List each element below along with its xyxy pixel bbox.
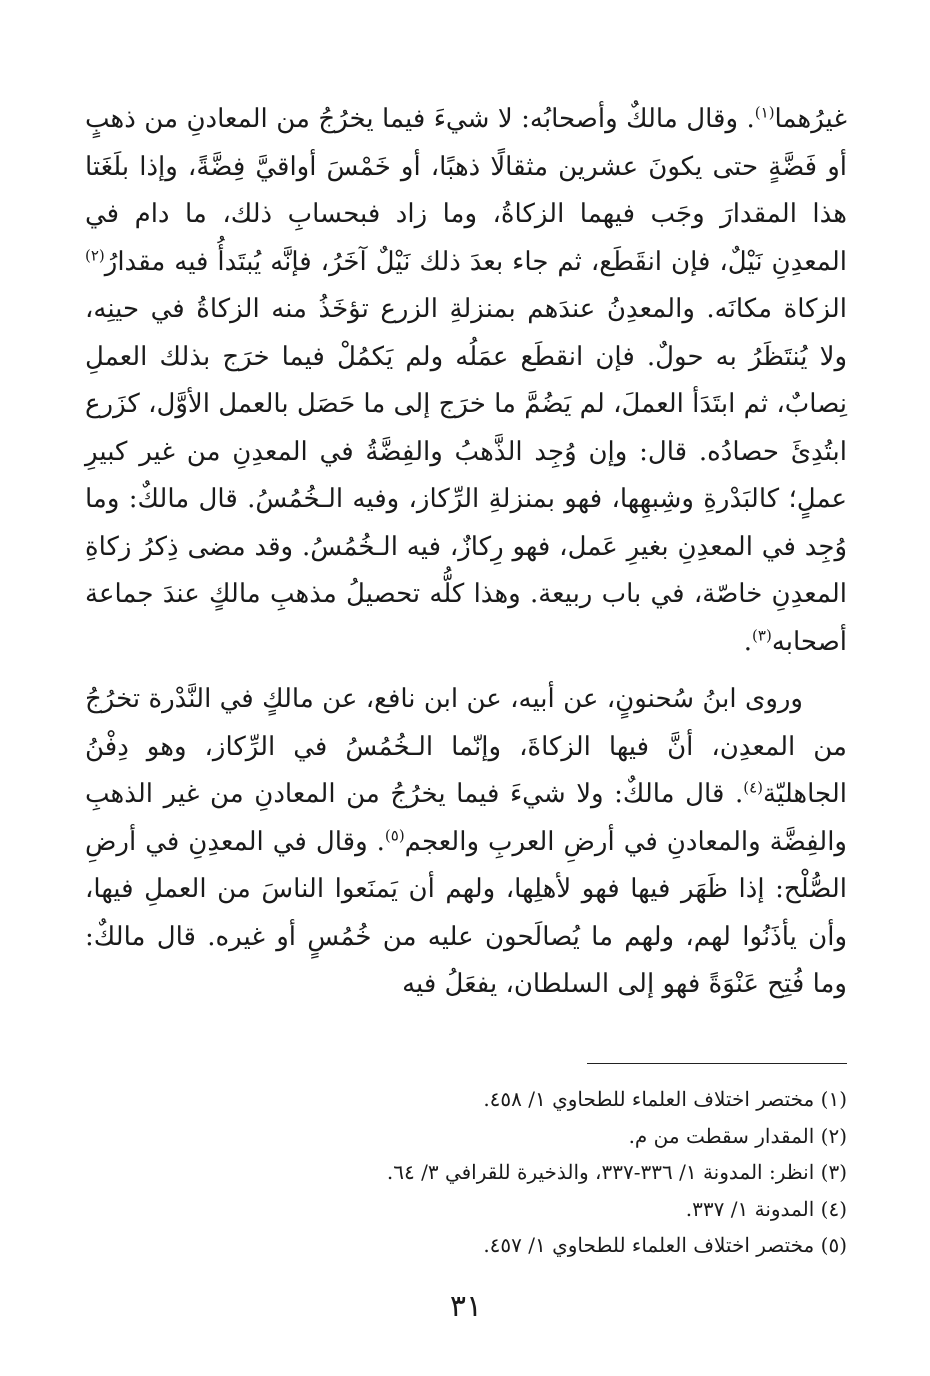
footnote-ref-2[interactable]: (٢) (85, 245, 105, 264)
footnote-ref-4[interactable]: (٤) (743, 778, 764, 797)
main-text (85, 96, 847, 1009)
footnote-4: (٤) المدونة ١/ ٣٣٧. (685, 1196, 847, 1221)
text-segment: . (743, 626, 753, 657)
footnotes-list (85, 1081, 847, 1264)
footnote-ref-1[interactable]: (١) (754, 103, 775, 122)
text-segment: . قال مالكٌ: ولا شيءَ فيما يخرُجُ من المعادنِ من غير الذهبِ والفِضَّة والمعادنِ في أرضِ العربِ والعجم (85, 779, 847, 857)
text-segment: غيرُهما (774, 104, 847, 134)
footnote-2: (٢) المقدار سقطت من م. (628, 1123, 847, 1148)
paragraph-1 (85, 96, 847, 666)
text-segment: . وقال مالكٌ وأصحابُه: لا شيءَ فيما يخرُجُ من المعادنِ من ذهبٍ أو فَضَّةٍ حتى يكونَ عشرين مثقالًا ذهبًا، أو خَمْسَ أواقيَّ فِضَّةً، وإذا بلَغَتا هذا المقدارَ وجَب فيهما الزكاةُ، وما زاد فبحسابِ ذلك، ما دام في المعدِنِ نَيْلٌ، فإن انقَطَع، ثم جاء بعدَ ذلك نَيْلٌ آخَرُ، فإنَّه يُبتَدأُ فيه مقدارُ (85, 104, 847, 277)
footnote-1: (١) مختصر اختلاف العلماء للطحاوي ١/ ٤٥٨. (483, 1087, 847, 1111)
text-segment: وروى ابنُ سُحنونٍ، عن أبيه، عن ابن نافع، عن مالكٍ في النَّدْرة تخرُجُ من المعدِن، أنَّ فيها الزكاةَ، وإنّما الـخُمُسُ في الرِّكاز، وهو دِفْنُ الجاهليّة (85, 684, 847, 809)
footnote-divider (587, 1063, 847, 1064)
page-number: ٣١ (449, 1289, 483, 1324)
paragraph-2 (85, 676, 847, 1009)
footnote-ref-5[interactable]: (٥) (384, 825, 405, 844)
book-page (85, 96, 847, 1326)
text-segment: . وقال في المعدِنِ في أرضِ الصُّلْح: إذا ظَهَر فيها فهو لأهلِها، ولهم أن يَمنَعوا الناسَ من العملِ فيها، وأن يأذَنُوا لهم، ولهم ما يُصالَحون عليه من خُمُسٍ أو غيره. قال مالكٌ: وما فُتِح عَنْوَةً فهو إلى السلطان، يفعَلُ فيه (85, 826, 847, 999)
footnote-5: (٥) مختصر اختلاف العلماء للطحاوي ١/ ٤٥٧. (483, 1233, 847, 1257)
footnote-ref-3[interactable]: (٣) (752, 625, 772, 644)
footnote-3: (٣) انظر: المدونة ١/ ٣٣٦-٣٣٧، والذخيرة للقرافي ٣/ ٦٤. (386, 1160, 847, 1184)
text-segment: الزكاة مكانَه. والمعدِنُ عندَهم بمنزلةِ الزرع تؤخَذُ منه الزكاةُ في حينِه، ولا يُنتَظَرُ به حولٌ. فإن انقطَع عمَلُه ولم يَكمُلْ فيما خرَج بذلك العملِ نِصابٌ، ثم ابتَدَأ العملَ، لم يَضُمَّ ما خرَج إلى ما حَصَل بالعمل الأوَّل، كزَرع ابتُدِئَ حصادُه. قال: وإن وُجِد الذَّهبُ والفِضَّةُ في المعدِنِ من غير كبيرِ عملٍ؛ كالبَدْرةِ وشِبهِها، فهو بمنزلةِ الرِّكاز، وفيه الـخُمُسُ. قال مالكٌ: وما وُجِد في المعدِنِ بغيرِ عَمل، فهو رِكازٌ، فيه الـخُمُسُ. وقد مضى ذِكرُ زكاةِ المعدِنِ خاصّة، في باب ربيعة. وهذا كلُّه تحصيلُ مذهبِ مالكٍ عندَ جماعة أصحابه (85, 294, 847, 657)
